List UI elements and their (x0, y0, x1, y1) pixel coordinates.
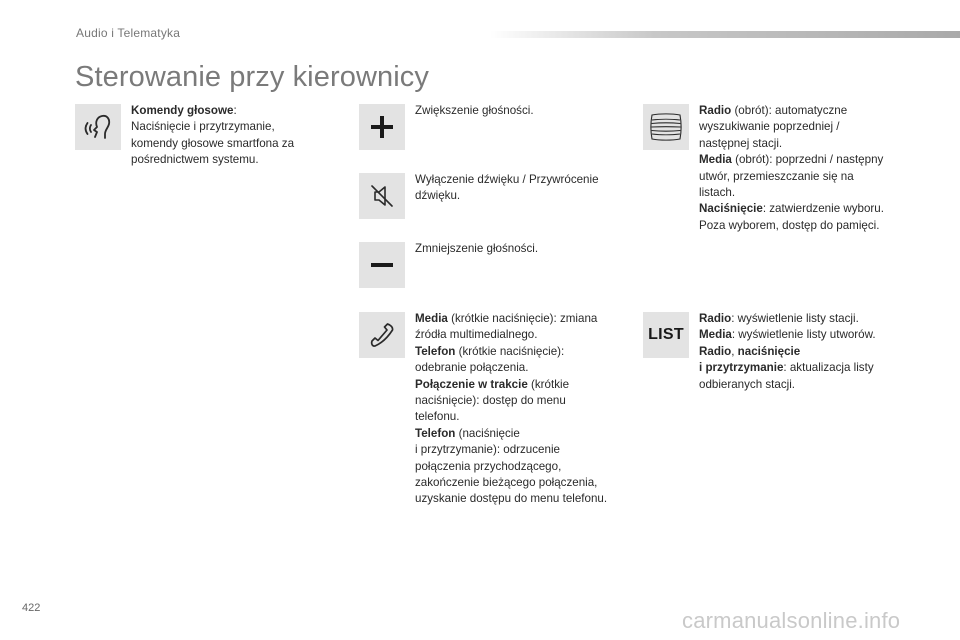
text-run: : wyświetlenie listy utworów. (731, 328, 876, 342)
text-run: : aktualizacja listy (783, 361, 874, 375)
bold-term: Połączenie w trakcie (415, 377, 528, 391)
text-run: Poza wyborem, dostęp do pamięci. (699, 218, 880, 232)
bold-term: Radio (699, 312, 732, 325)
scroll-wheel-icon (643, 104, 689, 150)
text-line (415, 172, 599, 188)
text-line (699, 360, 876, 376)
text-run: odebranie połączenia. (415, 361, 529, 375)
bold-term: Radio (699, 104, 732, 117)
text-run: naciśnięcie): dostęp do menu (415, 394, 566, 408)
text-run: (naciśnięcie (455, 426, 520, 440)
text-run: (obrót): automatyczne (731, 104, 848, 117)
bold-term: Komendy głosowe (131, 104, 234, 117)
watermark: carmanualsonline.info (682, 608, 901, 633)
scroll-wheel-description (699, 103, 884, 234)
text-line (415, 475, 607, 491)
text-run: (krótkie naciśnięcie): (455, 344, 565, 358)
text-line (131, 119, 294, 135)
bold-term: Media (699, 328, 732, 342)
bold-term: Telefon (415, 344, 456, 358)
plus-icon (359, 104, 405, 150)
text-run: wyszukiwanie poprzedniej / (699, 120, 840, 134)
text-run: : (233, 104, 237, 117)
text-run: komendy głosowe smartfona za (131, 136, 295, 150)
text-run: : wyświetlenie listy stacji. (731, 312, 859, 325)
page-number: 422 (22, 602, 41, 614)
section-label: Audio i Telematyka (76, 26, 181, 40)
header-bar (490, 31, 960, 38)
text-run: zakończenie bieżącego połączenia, (415, 476, 598, 490)
text-run: dźwięku. (415, 189, 461, 203)
bold-term: i przytrzymanie (699, 361, 784, 375)
volume-down-description (415, 241, 538, 257)
text-line (415, 459, 607, 475)
text-run: Wyłączenie dźwięku / Przywrócenie (415, 173, 599, 186)
bold-term: Media (415, 312, 448, 325)
text-line (699, 327, 876, 343)
bold-term: naciśnięcie (737, 344, 801, 358)
text-run: Zmniejszenie głośności. (415, 242, 539, 255)
text-run: uzyskanie dostępu do menu telefonu. (415, 492, 608, 506)
volume-up-item (359, 104, 534, 150)
text-line (699, 136, 884, 152)
text-run: połączenia przychodzącego, (415, 459, 562, 473)
mute-description (415, 172, 599, 205)
text-run: (obrót): poprzedni / następny (731, 153, 884, 167)
mute-icon (359, 173, 405, 219)
text-line (131, 103, 294, 119)
bold-term: Naciśnięcie (699, 202, 763, 216)
bold-term: Radio (699, 344, 732, 358)
text-run: (krótkie naciśnięcie): zmiana (447, 312, 598, 325)
text-line (415, 311, 607, 327)
text-run: , (731, 344, 738, 358)
text-line (699, 119, 884, 135)
text-line (415, 103, 534, 119)
text-line (415, 426, 607, 442)
volume-down-item (359, 242, 538, 288)
text-line (699, 311, 876, 327)
text-line (699, 201, 884, 217)
text-line (131, 152, 294, 168)
text-line (415, 241, 538, 257)
phone-item (359, 312, 607, 508)
voice-command-description (131, 103, 294, 169)
list-icon-label: LIST (648, 326, 684, 343)
minus-icon (359, 242, 405, 288)
text-run: następnej stacji. (699, 136, 783, 150)
text-line (415, 409, 607, 425)
text-line (415, 377, 607, 393)
text-line (699, 103, 884, 119)
phone-icon (359, 312, 405, 358)
text-line (131, 136, 294, 152)
text-line (415, 393, 607, 409)
text-line (699, 344, 876, 360)
text-line (415, 491, 607, 507)
text-run: i przytrzymanie): odrzucenie (415, 443, 560, 457)
text-run: : zatwierdzenie wyboru. (762, 202, 884, 216)
text-line (699, 169, 884, 185)
list-item (643, 312, 876, 393)
text-run: utwór, przemieszczanie się na (699, 169, 854, 183)
text-line (415, 344, 607, 360)
text-line (415, 188, 599, 204)
text-line (415, 327, 607, 343)
page-title: Sterowanie przy kierownicy (75, 61, 429, 93)
text-run: odbieranych stacji. (699, 377, 796, 391)
bold-term: Media (699, 153, 732, 167)
text-line (699, 152, 884, 168)
text-run: (krótkie (527, 377, 570, 391)
text-line (699, 218, 884, 234)
text-run: Zwiększenie głośności. (415, 104, 534, 117)
phone-description (415, 311, 607, 508)
bold-term: Telefon (415, 426, 456, 440)
volume-up-description (415, 103, 534, 119)
mute-item (359, 173, 599, 219)
text-line (699, 185, 884, 201)
text-line (415, 442, 607, 458)
voice-command-item (75, 104, 294, 169)
text-run: listach. (699, 186, 736, 200)
text-run: pośrednictwem systemu. (131, 153, 259, 167)
voice-command-icon (75, 104, 121, 150)
text-line (699, 377, 876, 393)
list-icon (643, 312, 689, 358)
text-run: źródła multimedialnego. (415, 328, 538, 342)
text-run: telefonu. (415, 410, 460, 424)
scroll-wheel-item (643, 104, 884, 234)
text-line (415, 360, 607, 376)
text-run: Naciśnięcie i przytrzymanie, (131, 120, 275, 134)
list-description (699, 311, 876, 393)
